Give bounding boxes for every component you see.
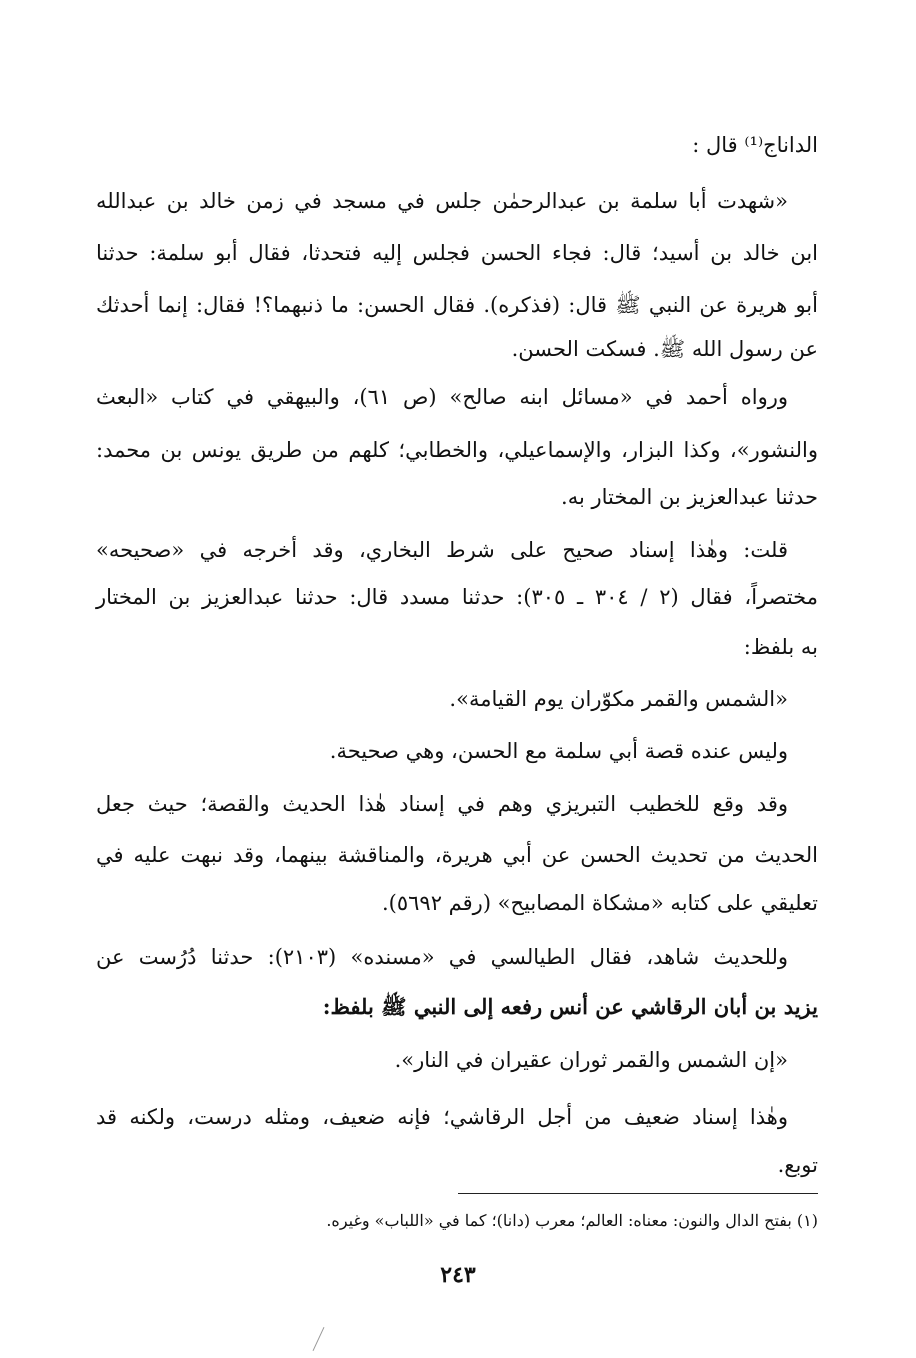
section-heading: الداناج⁽¹⁾ قال : xyxy=(692,133,818,157)
text-line: الحديث من تحديث الحسن عن أبي هريرة، والمناقشة بينهما، وقد نبهت عليه في xyxy=(96,843,818,867)
text-line: حدثنا عبدالعزيز بن المختار به. xyxy=(561,485,818,509)
text-line: يزيد بن أبان الرقاشي عن أنس رفعه إلى النبي ﷺ بلفظ: xyxy=(322,994,818,1019)
text-line: ورواه أحمد في «مسائل ابنه صالح» (ص ٦١)، والبيهقي في كتاب «البعث xyxy=(96,385,789,409)
text-line: والنشور»، وكذا البزار، والإسماعيلي، والخطابي؛ كلهم من طريق يونس بن محمد: xyxy=(96,438,818,462)
text-line: مختصراً، فقال (٢ / ٣٠٤ ـ ٣٠٥): حدثنا مسدد قال: حدثنا عبدالعزيز بن المختار xyxy=(96,585,818,609)
text-line: ابن خالد بن أسيد؛ قال: فجاء الحسن فجلس إليه فتحدثا، فقال أبو سلمة: حدثنا xyxy=(96,241,818,265)
text-line: وهٰذا إسناد ضعيف من أجل الرقاشي؛ فإنه ضعيف، ومثله درست، ولكنه قد xyxy=(96,1105,788,1129)
quoted-hadith: «إن الشمس والقمر ثوران عقيران في النار». xyxy=(394,1048,788,1072)
text-line: وللحديث شاهد، فقال الطيالسي في «مسنده» (٢١٠٣): حدثنا دُرُست عن xyxy=(96,945,788,969)
text-line: «شهدت أبا سلمة بن عبدالرحمٰن جلس في مسجد في زمن خالد بن عبدالله xyxy=(96,189,788,213)
text-line: وليس عنده قصة أبي سلمة مع الحسن، وهي صحيحة. xyxy=(329,739,788,763)
page-number: ٢٤٣ xyxy=(440,1262,476,1288)
quoted-hadith: «الشمس والقمر مكوّران يوم القيامة». xyxy=(449,687,788,711)
footnote: (١) بفتح الدال والنون: معناه: العالم؛ معرب (دانا)؛ كما في «اللباب» وغيره. xyxy=(326,1211,818,1230)
text-line: توبع. xyxy=(777,1153,818,1177)
text-line: قلت: وهٰذا إسناد صحيح على شرط البخاري، وقد أخرجه في «صحيحه» xyxy=(96,538,788,562)
text-line: تعليقي على كتابه «مشكاة المصابيح» (رقم ٥٦٩٢). xyxy=(381,891,818,915)
text-line: أبو هريرة عن النبي ﷺ قال: (فذكره). فقال الحسن: ما ذنبهما؟! فقال: إنما أحدثك xyxy=(96,293,818,317)
text-line: به بلفظ: xyxy=(743,635,818,659)
scan-artifact xyxy=(313,1327,325,1351)
text-line: عن رسول الله ﷺ. فسكت الحسن. xyxy=(511,337,818,361)
footnote-divider xyxy=(458,1193,818,1194)
text-line: وقد وقع للخطيب التبريزي وهم في إسناد هٰذا الحديث والقصة؛ حيث جعل xyxy=(96,792,788,816)
